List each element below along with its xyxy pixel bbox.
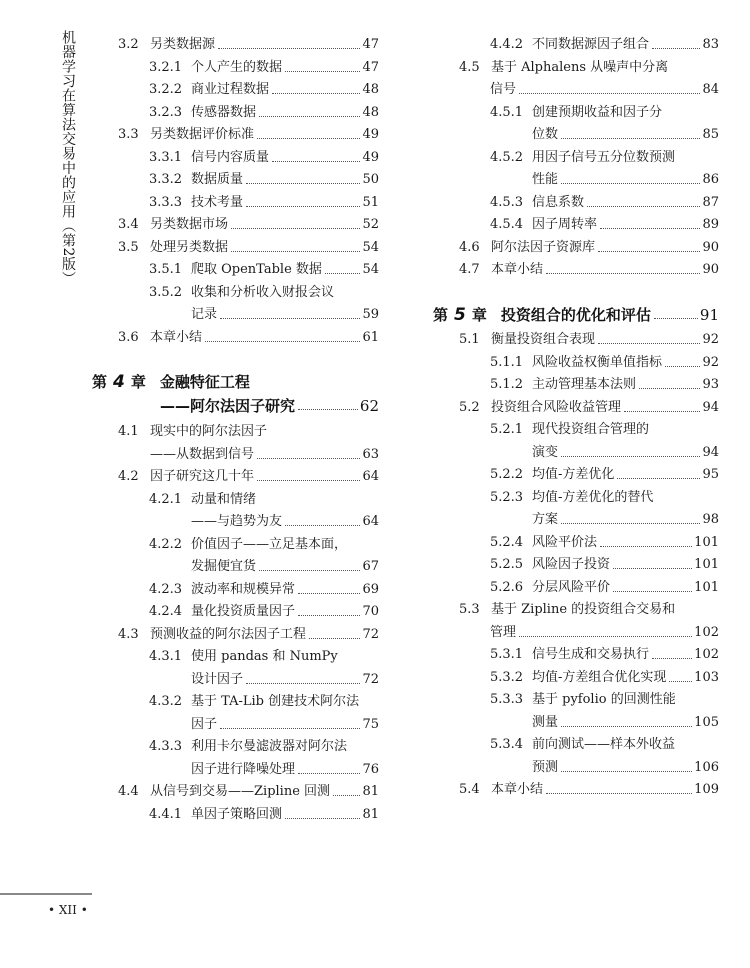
leader-dots — [218, 48, 360, 49]
section-title: 另类数据评价标准 — [150, 127, 255, 142]
chapter-heading — [92, 372, 379, 392]
section-number: 4.3.1 — [149, 649, 183, 664]
leader-dots — [561, 138, 700, 139]
toc-entry — [149, 171, 379, 189]
section-number: 5.2.3 — [490, 489, 524, 505]
section-title: 传感器数据 — [191, 104, 257, 120]
footer-rule — [0, 893, 92, 895]
section-number: 3.3.3 — [149, 194, 183, 210]
section-number: 5.2.4 — [490, 534, 524, 550]
page-ref: 51 — [362, 194, 379, 210]
leader-dots — [205, 341, 360, 342]
section-number: 3.2.2 — [149, 82, 183, 97]
toc-entry — [118, 626, 379, 644]
section-number: 5.2 — [459, 399, 480, 415]
section-number: 3.2 — [118, 37, 139, 52]
section-title: 价值因子——立足基本面， — [191, 536, 348, 552]
section-number: 5.4 — [459, 782, 480, 797]
leader-dots — [298, 409, 358, 410]
section-title: 管理 — [490, 624, 517, 640]
page-ref: 76 — [362, 761, 379, 777]
section-title: 风险收益权衡单值指标 — [532, 354, 663, 370]
page-ref: 101 — [694, 579, 719, 595]
toc-entry — [459, 239, 719, 257]
toc-entry — [149, 671, 379, 689]
page-ref: 64 — [362, 469, 379, 484]
page-ref: 94 — [702, 399, 719, 415]
toc-entry — [149, 716, 379, 734]
section-title: ——从数据到信号 — [150, 446, 255, 462]
leader-dots — [272, 93, 360, 94]
section-number: 4.1 — [118, 424, 139, 439]
page-ref: 102 — [694, 624, 719, 640]
section-title: 本章小结 — [491, 782, 544, 797]
toc-entry — [490, 104, 719, 122]
chapter-suffix: 章 — [130, 373, 146, 391]
section-title: 方案 — [532, 512, 559, 527]
toc-entry — [459, 59, 719, 77]
toc-entry — [149, 806, 379, 824]
toc-entry — [490, 691, 719, 709]
toc-entry — [490, 149, 719, 167]
toc-entry — [490, 556, 719, 574]
leader-dots — [272, 161, 360, 162]
page-ref: 52 — [362, 217, 379, 232]
page-ref: 48 — [362, 104, 379, 120]
section-title: 测量 — [532, 714, 559, 730]
toc-entry — [490, 759, 719, 777]
section-title: 收集和分析收入财报会议 — [191, 284, 335, 300]
toc-entry — [490, 216, 719, 234]
section-title: 信号生成和交易执行 — [532, 647, 650, 662]
toc-entry — [149, 194, 379, 212]
leader-dots — [617, 478, 700, 479]
section-title: 波动率和规模异常 — [191, 581, 296, 597]
running-book-title: 机器学习在算法交易中的应用（第2版） — [60, 30, 76, 286]
toc-entry — [490, 624, 719, 642]
page-ref: 47 — [362, 59, 379, 75]
page-ref: 72 — [362, 626, 379, 642]
chapter-suffix: 章 — [471, 306, 487, 324]
section-title: 因子进行降噪处理 — [191, 761, 296, 777]
toc-entry — [490, 354, 719, 372]
section-title: 量化投资质量因子 — [191, 604, 296, 619]
toc-entry — [490, 194, 719, 212]
leader-dots — [561, 523, 700, 524]
leader-dots — [561, 183, 700, 184]
section-number: 5.3.2 — [490, 669, 524, 685]
section-number: 5.2.5 — [490, 557, 524, 572]
section-number: 3.2.1 — [149, 59, 183, 75]
section-title: 使用 pandas 和 NumPy — [191, 649, 338, 664]
toc-entry — [149, 558, 379, 576]
leader-dots — [298, 593, 360, 594]
toc-entry — [490, 511, 719, 529]
section-number: 4.5.1 — [490, 104, 524, 120]
leader-dots — [231, 251, 360, 252]
page-number: • XII • — [48, 903, 88, 917]
toc-entry — [118, 126, 379, 144]
toc-entry — [118, 36, 379, 54]
page-ref: 81 — [362, 806, 379, 822]
chapter-number: 4 — [113, 372, 125, 392]
page-ref: 54 — [362, 239, 379, 255]
page-ref: 84 — [702, 82, 719, 97]
page-ref: 101 — [694, 557, 719, 572]
section-number: 4.2 — [118, 469, 139, 484]
section-title: 风险因子投资 — [532, 557, 611, 572]
toc-entry — [149, 149, 379, 167]
page-ref: 62 — [359, 397, 379, 415]
toc-entry — [149, 306, 379, 324]
toc-entry — [118, 468, 379, 486]
section-number: 5.1.2 — [490, 377, 524, 392]
leader-dots — [333, 795, 360, 796]
page-ref: 105 — [694, 714, 719, 730]
leader-dots — [600, 546, 692, 547]
section-title: 衡量投资组合表现 — [491, 332, 596, 347]
section-number: 4.3.2 — [149, 694, 183, 709]
section-title: 技术考量 — [191, 194, 244, 210]
toc-entry — [149, 284, 379, 302]
chapter-subtitle: ——阿尔法因子研究 — [160, 397, 296, 415]
section-title: 投资组合风险收益管理 — [491, 399, 622, 415]
section-title: 不同数据源因子组合 — [532, 37, 650, 52]
section-number: 4.3 — [118, 626, 139, 642]
section-title: 均值-方差优化的替代 — [532, 489, 654, 505]
section-title: 信息系数 — [532, 194, 585, 210]
toc-entry — [490, 714, 719, 732]
leader-dots — [309, 638, 360, 639]
toc-entry — [149, 491, 379, 509]
leader-dots — [613, 568, 692, 569]
section-title: ——与趋势为友 — [191, 514, 283, 529]
page-ref: 49 — [362, 149, 379, 165]
section-title: 单因子策略回测 — [191, 806, 283, 822]
section-number: 4.4.1 — [149, 806, 183, 822]
toc-entry — [459, 331, 719, 349]
leader-dots — [257, 138, 360, 139]
page-ref: 50 — [362, 172, 379, 187]
chapter-prefix: 第 — [92, 373, 108, 391]
leader-dots — [546, 273, 700, 274]
page-ref: 75 — [362, 716, 379, 732]
section-number: 5.2.6 — [490, 579, 524, 595]
page-ref: 103 — [694, 669, 719, 685]
leader-dots — [257, 480, 360, 481]
page-ref: 54 — [362, 262, 379, 277]
leader-dots — [639, 388, 700, 389]
toc-entry — [149, 59, 379, 77]
toc-entry — [149, 738, 379, 756]
toc-entry — [490, 466, 719, 484]
toc-entry — [459, 601, 719, 619]
leader-dots — [325, 273, 361, 274]
section-title: 从信号到交易——Zipline 回测 — [150, 784, 331, 799]
leader-dots — [652, 658, 692, 659]
toc-entry — [490, 126, 719, 144]
section-title: 信号 — [490, 82, 517, 97]
section-title: 阿尔法因子资源库 — [491, 239, 596, 255]
page-ref: 85 — [702, 127, 719, 142]
page-ref: 106 — [694, 759, 719, 775]
section-title: 因子研究这几十年 — [150, 469, 255, 484]
leader-dots — [259, 570, 360, 571]
chapter-heading — [433, 305, 719, 325]
section-number: 5.2.2 — [490, 467, 524, 482]
section-number: 4.2.3 — [149, 581, 183, 597]
leader-dots — [587, 206, 700, 207]
leader-dots — [220, 318, 360, 319]
section-number: 4.7 — [459, 262, 480, 277]
toc-entry — [490, 534, 719, 552]
leader-dots — [259, 116, 360, 117]
leader-dots — [220, 728, 360, 729]
toc-entry — [149, 513, 379, 531]
leader-dots — [598, 251, 700, 252]
toc-entry — [459, 781, 719, 799]
leader-dots — [652, 48, 700, 49]
page-ref: 94 — [702, 444, 719, 460]
section-title: 预测收益的阿尔法因子工程 — [150, 626, 307, 642]
section-number: 4.2.2 — [149, 536, 183, 552]
section-title: 商业过程数据 — [191, 82, 270, 97]
toc-entry — [490, 81, 719, 99]
section-number: 3.5 — [118, 239, 139, 255]
leader-dots — [298, 615, 360, 616]
toc-entry — [118, 423, 379, 441]
leader-dots — [285, 71, 360, 72]
leader-dots — [624, 411, 700, 412]
section-number: 5.1.1 — [490, 354, 524, 370]
leader-dots — [613, 591, 692, 592]
section-title: 动量和情绪 — [191, 491, 257, 507]
leader-dots — [519, 636, 692, 637]
leader-dots — [257, 458, 360, 459]
section-title: 另类数据市场 — [150, 217, 229, 232]
leader-dots — [231, 228, 360, 229]
section-title: 另类数据源 — [150, 37, 216, 52]
section-title: 创建预期收益和因子分 — [532, 104, 663, 120]
leader-dots — [519, 93, 700, 94]
page-ref: 98 — [702, 512, 719, 527]
section-number: 5.3.3 — [490, 692, 524, 707]
section-number: 4.3.3 — [149, 739, 183, 754]
page-ref: 86 — [702, 172, 719, 187]
section-number: 3.5.1 — [149, 262, 183, 277]
section-title: 均值-方差组合优化实现 — [532, 669, 667, 685]
section-title: 演变 — [532, 444, 559, 460]
page-ref: 81 — [362, 784, 379, 799]
toc-entry — [149, 581, 379, 599]
toc-entry — [149, 603, 379, 621]
section-number: 5.3.4 — [490, 737, 524, 752]
toc-entry — [149, 104, 379, 122]
chapter-number: 5 — [454, 305, 466, 325]
section-number: 3.3.2 — [149, 172, 183, 187]
page-ref: 48 — [362, 82, 379, 97]
toc-entry — [490, 376, 719, 394]
toc-entry — [149, 81, 379, 99]
page-ref: 109 — [694, 782, 719, 797]
toc-entry — [490, 489, 719, 507]
toc-entry — [149, 261, 379, 279]
section-title: 均值-方差优化 — [532, 467, 615, 482]
toc-entry — [490, 736, 719, 754]
section-number: 5.3 — [459, 602, 480, 617]
toc-entry — [490, 579, 719, 597]
page-ref: 61 — [362, 329, 379, 345]
page-ref: 83 — [702, 37, 719, 52]
page-ref: 70 — [362, 604, 379, 619]
leader-dots — [246, 206, 360, 207]
section-number: 4.5.3 — [490, 194, 524, 210]
toc-entry — [118, 239, 379, 257]
toc-entry — [459, 261, 719, 279]
leader-dots — [246, 683, 360, 684]
chapter-prefix: 第 — [433, 306, 449, 324]
leader-dots — [246, 183, 360, 184]
chapter-title: 金融特征工程 — [159, 373, 250, 391]
toc-entry — [490, 444, 719, 462]
toc-entry — [150, 446, 379, 464]
toc-entry — [149, 536, 379, 554]
page-ref: 91 — [699, 306, 719, 324]
section-number: 4.6 — [459, 239, 480, 255]
leader-dots — [298, 773, 360, 774]
section-title: 现实中的阿尔法因子 — [150, 424, 268, 439]
page-ref: 102 — [694, 647, 719, 662]
section-number: 3.4 — [118, 217, 139, 232]
section-number: 4.4.2 — [490, 37, 524, 52]
toc-entry — [149, 693, 379, 711]
toc-entry — [118, 783, 379, 801]
page-ref: 92 — [702, 354, 719, 370]
page-ref: 101 — [694, 534, 719, 550]
page-ref: 49 — [362, 127, 379, 142]
section-number: 4.5 — [459, 59, 480, 75]
page-ref: 69 — [362, 581, 379, 597]
leader-dots — [598, 343, 700, 344]
section-number: 3.3.1 — [149, 149, 183, 165]
chapter-subtitle-line — [160, 396, 379, 416]
page-ref: 72 — [362, 671, 379, 687]
section-title: 因子周转率 — [532, 217, 598, 232]
page-ref: 47 — [362, 37, 379, 52]
section-number: 4.5.2 — [490, 149, 524, 165]
toc-entry — [490, 171, 719, 189]
section-title: 预测 — [532, 759, 559, 775]
section-number: 4.5.4 — [490, 217, 524, 232]
section-title: 本章小结 — [150, 329, 203, 345]
leader-dots — [600, 228, 700, 229]
toc-entry — [149, 648, 379, 666]
page-ref: 90 — [702, 262, 719, 277]
section-title: 基于 Alphalens 从噪声中分离 — [491, 59, 669, 75]
toc-entry — [149, 761, 379, 779]
page-ref: 67 — [362, 559, 379, 574]
leader-dots — [561, 456, 700, 457]
section-title: 基于 Zipline 的投资组合交易和 — [491, 602, 676, 617]
leader-dots — [561, 726, 692, 727]
leader-dots — [285, 525, 360, 526]
section-number: 5.2.1 — [490, 422, 524, 437]
toc-entry — [118, 329, 379, 347]
toc-entry — [490, 646, 719, 664]
leader-dots — [654, 318, 698, 319]
section-number: 3.2.3 — [149, 104, 183, 120]
toc-entry — [490, 36, 719, 54]
toc-entry — [490, 421, 719, 439]
section-title: 发掘便宜货 — [191, 559, 257, 574]
section-number: 4.2.4 — [149, 604, 183, 619]
section-title: 风险平价法 — [532, 534, 598, 550]
section-number: 4.4 — [118, 784, 139, 799]
page-ref: 93 — [702, 377, 719, 392]
section-title: 本章小结 — [491, 262, 544, 277]
page-ref: 95 — [702, 467, 719, 482]
leader-dots — [669, 681, 692, 682]
section-title: 现代投资组合管理的 — [532, 422, 650, 437]
section-number: 3.6 — [118, 329, 139, 345]
section-title: 用因子信号五分位数预测 — [532, 149, 676, 165]
leader-dots — [285, 818, 360, 819]
section-number: 4.2.1 — [149, 491, 183, 507]
section-title: 数据质量 — [191, 172, 244, 187]
leader-dots — [665, 366, 700, 367]
section-title: 位数 — [532, 127, 559, 142]
section-title: 基于 pyfolio 的回测性能 — [532, 692, 676, 707]
section-title: 基于 TA-Lib 创建技术阿尔法 — [191, 694, 360, 709]
section-number: 5.3.1 — [490, 647, 524, 662]
page-ref: 89 — [702, 217, 719, 232]
section-title: 利用卡尔曼滤波器对阿尔法 — [191, 739, 348, 754]
section-title: 爬取 OpenTable 数据 — [191, 262, 322, 277]
chapter-title: 投资组合的优化和评估 — [500, 306, 651, 324]
page-ref: 92 — [702, 332, 719, 347]
section-title: 记录 — [191, 307, 218, 322]
leader-dots — [561, 771, 692, 772]
leader-dots — [546, 793, 692, 794]
section-title: 性能 — [532, 172, 559, 187]
section-title: 分层风险平价 — [532, 579, 611, 595]
page-ref: 90 — [702, 239, 719, 255]
toc-entry — [459, 399, 719, 417]
section-title: 主动管理基本法则 — [532, 377, 637, 392]
toc-entry — [118, 216, 379, 234]
toc-entry — [490, 669, 719, 687]
section-title: 前向测试——样本外收益 — [532, 737, 676, 752]
page-ref: 64 — [362, 514, 379, 529]
section-title: 信号内容质量 — [191, 149, 270, 165]
section-title: 处理另类数据 — [150, 239, 229, 255]
section-title: 因子 — [191, 716, 218, 732]
page-ref: 63 — [362, 446, 379, 462]
page-ref: 87 — [702, 194, 719, 210]
section-number: 3.3 — [118, 127, 139, 142]
page-ref: 59 — [362, 307, 379, 322]
section-title: 个人产生的数据 — [191, 59, 283, 75]
section-number: 3.5.2 — [149, 284, 183, 300]
section-title: 设计因子 — [191, 671, 244, 687]
section-number: 5.1 — [459, 332, 480, 347]
